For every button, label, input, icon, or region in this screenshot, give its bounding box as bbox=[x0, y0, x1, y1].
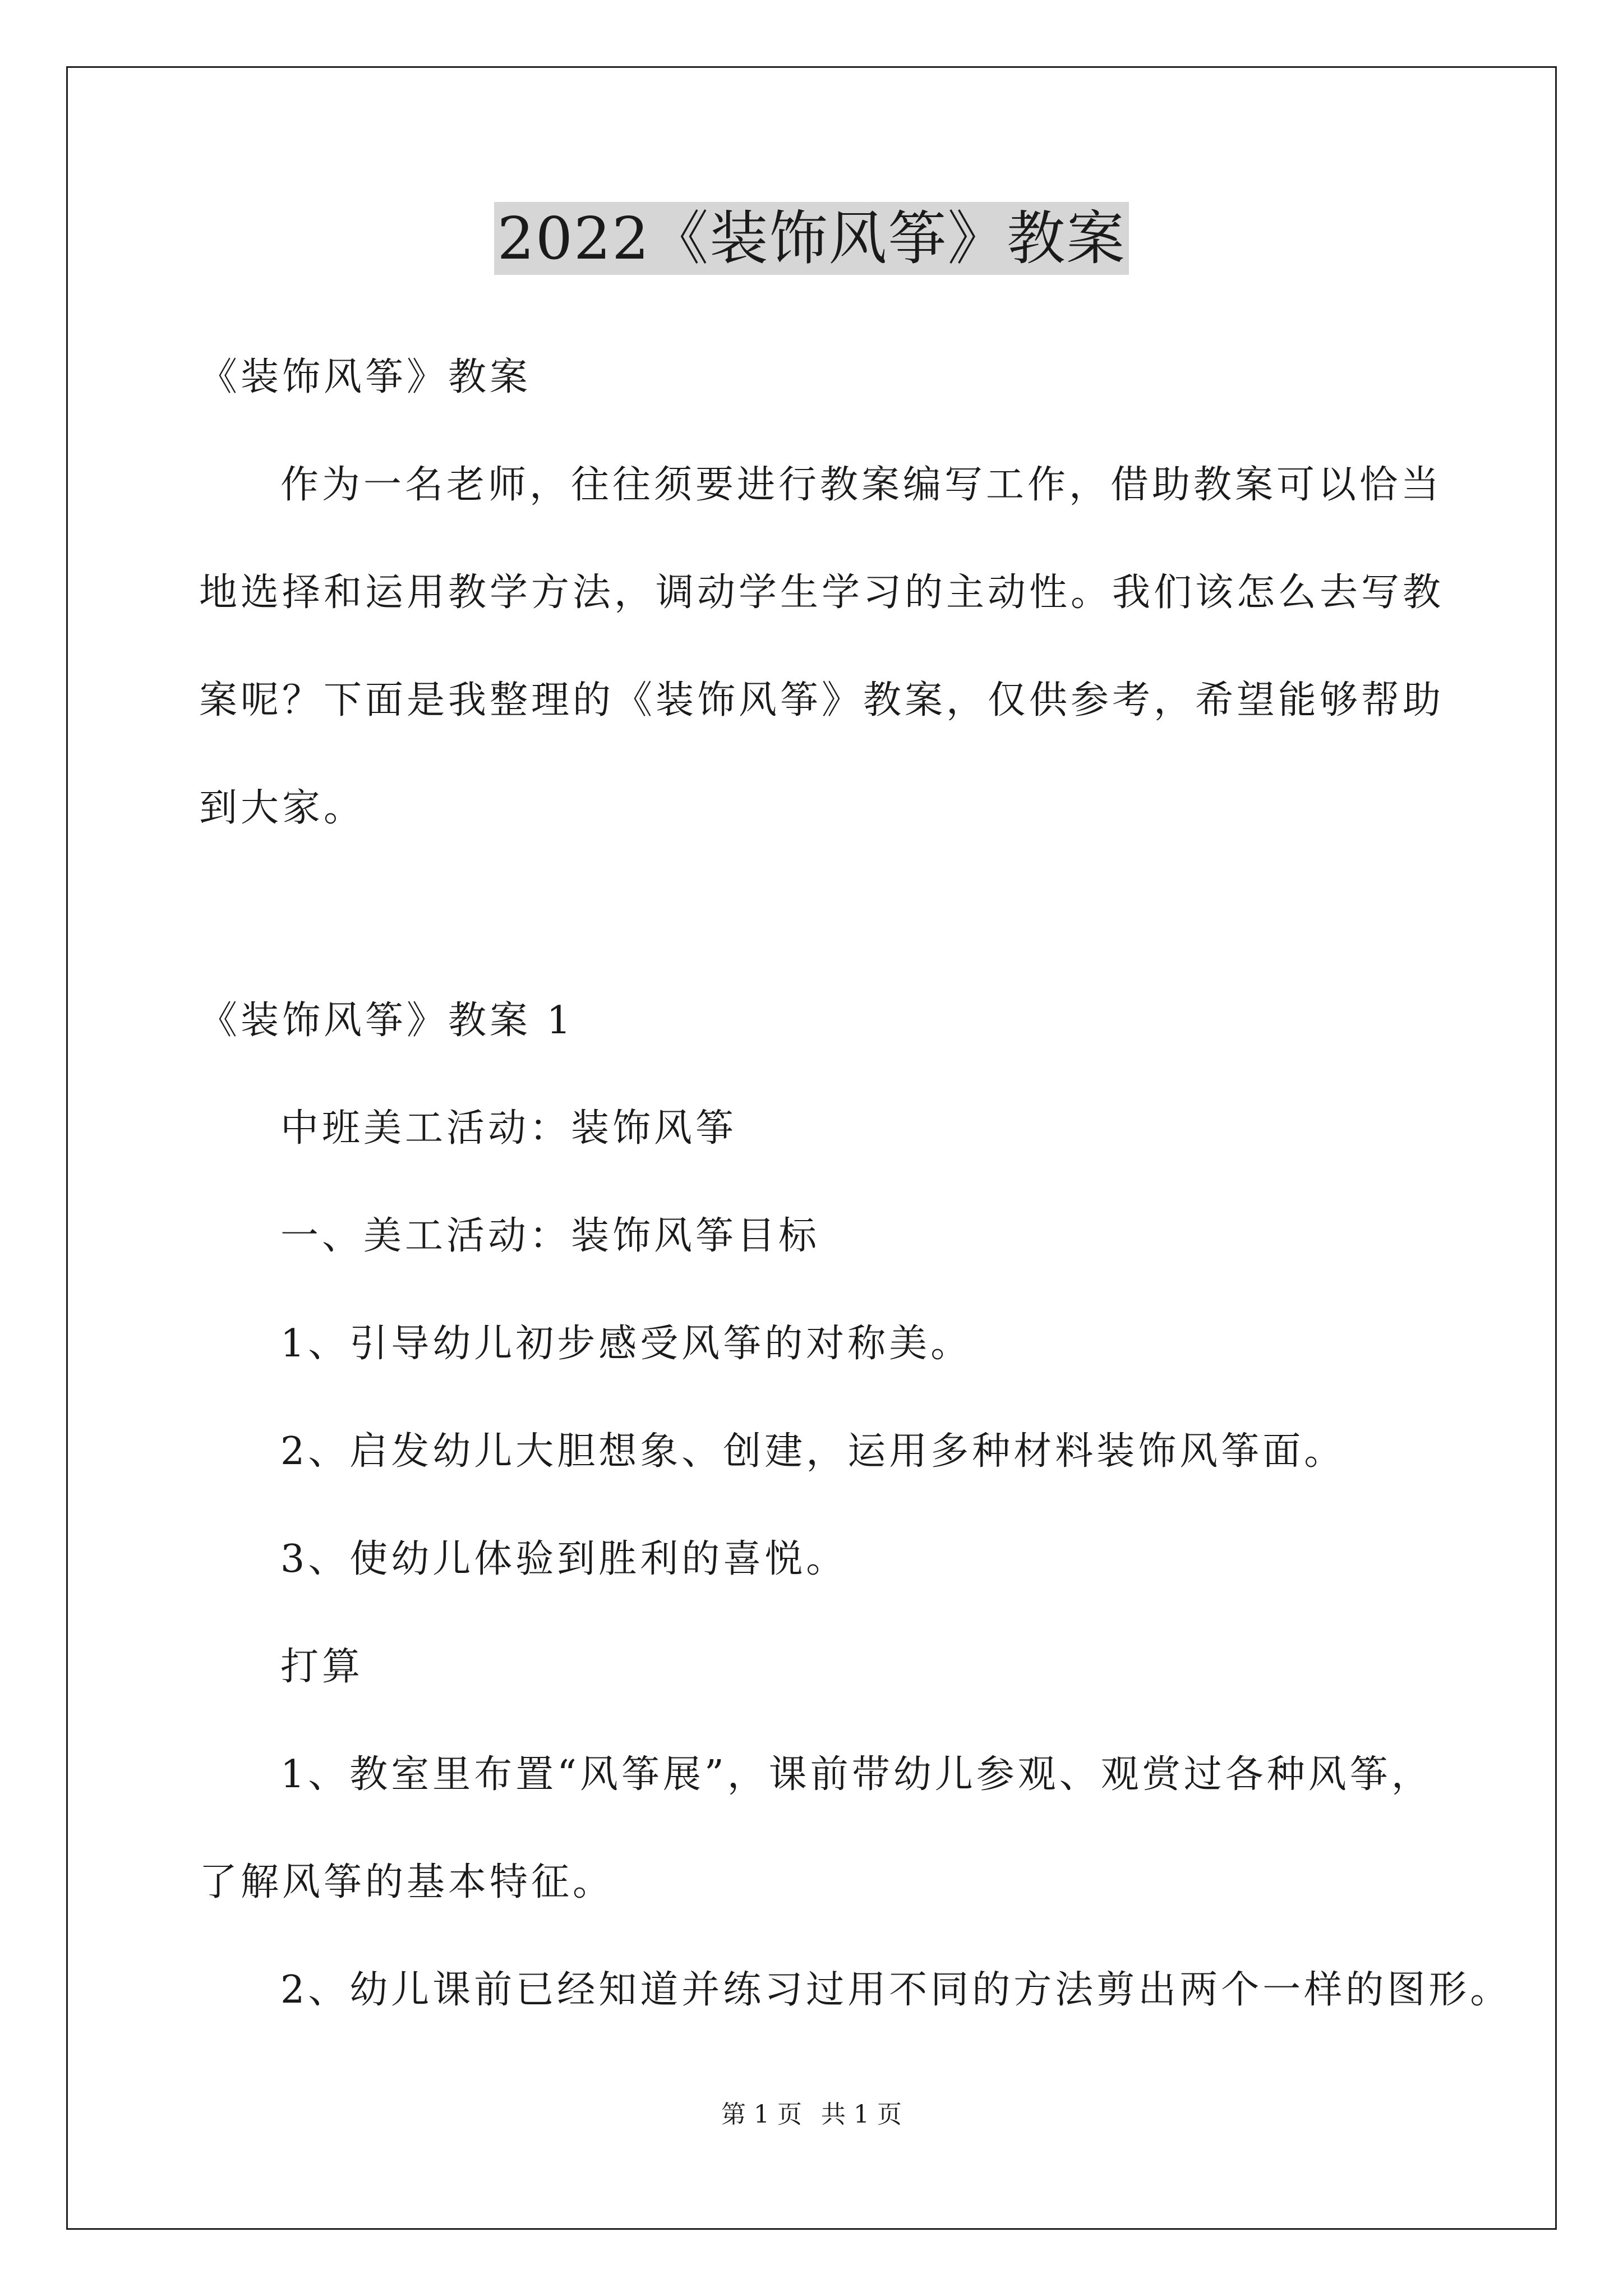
body-line-3: 1、引导幼儿初步感受风筝的对称美。 bbox=[280, 1322, 972, 1366]
page-total: 共 1 页 bbox=[821, 2100, 902, 2129]
body-line-5: 3、使幼儿体验到胜利的喜悦。 bbox=[280, 1537, 848, 1581]
document-title-text: 2022《装饰风筝》教案 bbox=[494, 202, 1129, 275]
body-line-6: 打算 bbox=[280, 1645, 364, 1689]
body-line-7: 1、教室里布置“风筝展”，课前带幼儿参观、观赏过各种风筝， bbox=[280, 1752, 1433, 1797]
page-footer bbox=[0, 2098, 1623, 2132]
body-line-9: 2、幼儿课前已经知道并练习过用不同的方法剪出两个一样的图形。 bbox=[280, 1968, 1512, 2012]
body-line-2: 一、美工活动：装饰风筝目标 bbox=[280, 1214, 820, 1258]
document-title bbox=[0, 199, 1623, 278]
body-line-8: 了解风筝的基本特征。 bbox=[199, 1860, 615, 1904]
page-number: 第 1 页 bbox=[721, 2100, 802, 2129]
section-heading: 《装饰风筝》教案 1 bbox=[199, 999, 574, 1043]
document-subtitle: 《装饰风筝》教案 bbox=[199, 355, 532, 399]
body-line-4: 2、启发幼儿大胆想象、创建，运用多种材料装饰风筝面。 bbox=[280, 1429, 1346, 1474]
intro-line-3: 案呢？下面是我整理的《装饰风筝》教案，仅供参考，希望能够帮助 bbox=[199, 678, 1445, 723]
intro-line-1: 作为一名老师，往往须要进行教案编写工作，借助教案可以恰当 bbox=[280, 463, 1443, 507]
intro-line-4: 到大家。 bbox=[199, 786, 366, 830]
intro-line-2: 地选择和运用教学方法，调动学生学习的主动性。我们该怎么去写教 bbox=[199, 570, 1445, 615]
body-line-1: 中班美工活动：装饰风筝 bbox=[280, 1106, 737, 1151]
